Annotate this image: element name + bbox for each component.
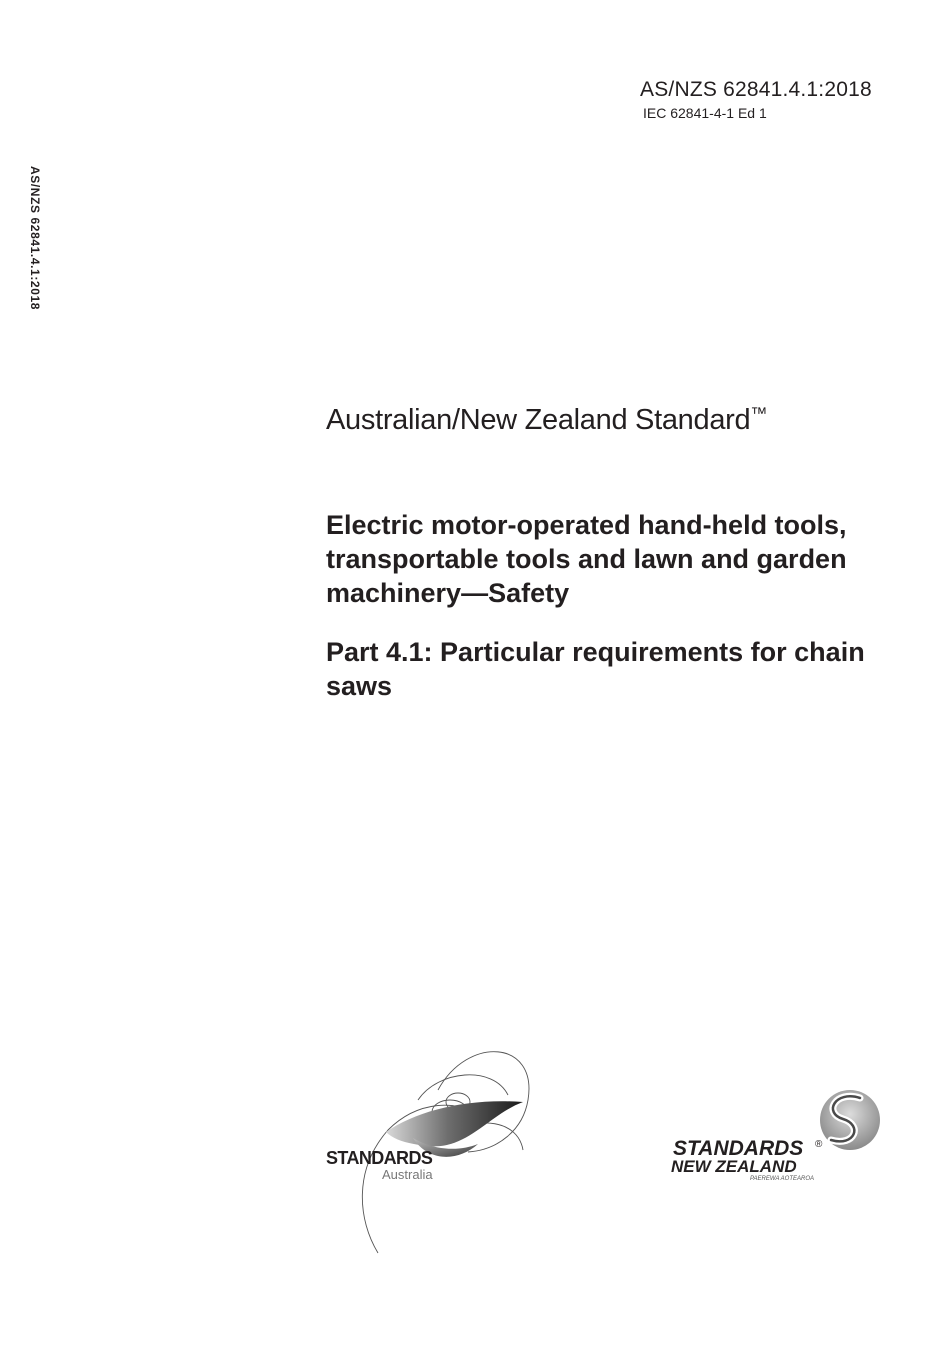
standards-australia-logo xyxy=(318,1040,558,1260)
registered-mark: ® xyxy=(815,1139,823,1150)
spine-label: AS/NZS 62841.4.1:2018 xyxy=(28,166,42,311)
series-heading xyxy=(326,404,767,437)
standards-wordmark: STANDARDS xyxy=(326,1148,433,1168)
snz-standards-wordmark: STANDARDS xyxy=(673,1137,804,1160)
standard-number: AS/NZS 62841.4.1:2018 xyxy=(640,78,872,101)
standards-new-zealand-logo xyxy=(665,1085,895,1185)
document-title: Electric motor-operated hand-held tools, transportable tools and lawn and garden machinery—Safety xyxy=(326,510,847,608)
australia-wordmark: Australia xyxy=(382,1167,433,1182)
trademark-symbol: ™ xyxy=(750,404,768,423)
snz-new-zealand-wordmark: NEW ZEALAND xyxy=(671,1157,797,1176)
series-name: Australian/New Zealand Standard xyxy=(326,404,751,436)
iec-reference: IEC 62841-4-1 Ed 1 xyxy=(643,105,767,121)
globe-emblem xyxy=(820,1090,880,1150)
snz-tagline: PAEREWA AOTEAROA xyxy=(750,1176,815,1182)
swoosh-shape xyxy=(386,1101,523,1146)
part-title: Part 4.1: Particular requirements for chain saws xyxy=(326,637,865,701)
